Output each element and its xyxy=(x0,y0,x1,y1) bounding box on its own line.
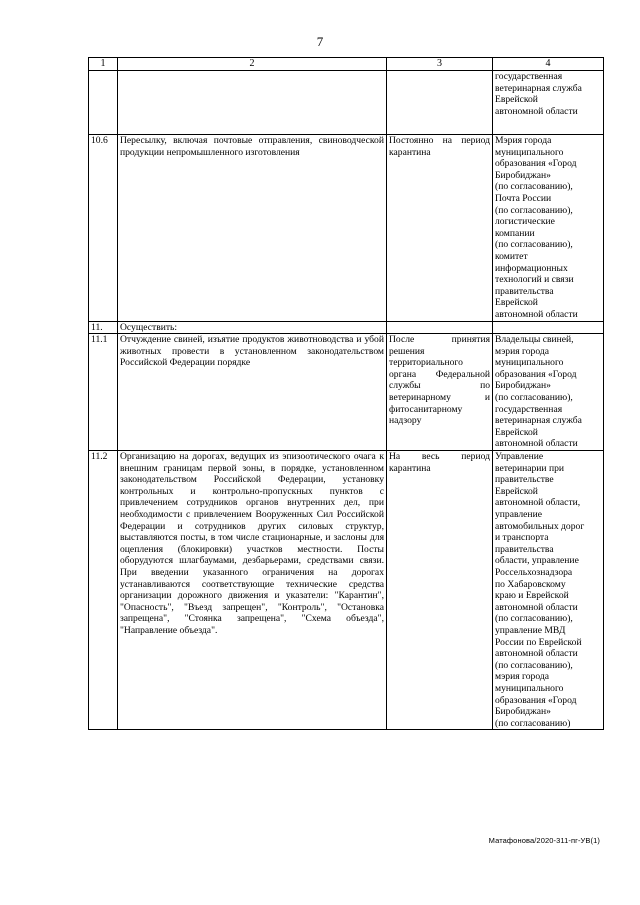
row-action: Пересылку, включая почтовые отправления, свиноводческой продукции непромышленного изготовления xyxy=(118,135,387,322)
responsible-line: (по согласованию), xyxy=(495,239,573,251)
row-action: Организацию на дорогах, ведущих из эпизоотического очага к внешним границам первой зоны, в порядке, установленном законодательством Российской Федерации, установку контрольных и контрольно-пропускных пунктов с привлечением сотрудников органов внутренних дел, при необходимости с привлечением Вооруженных Сил Российской Федерации и сотрудников других силовых структур, выставляются посты, в том числе стационарные, и заслоны для оцепления (блокировки) участков местности. Посты оборудуются шлагбаумами, дезбарьерами, средствами связи. При введении указанного ограничения на дорогах устанавливаются соответствующие технические средства организации дорожного движения и указатели: "Карантин", "Опасность", "Въезд запрещен", "Контроль", "Остановка запрещена", "Стоянка запрещена", "Схема объезда", "Направление объезда". xyxy=(118,451,387,730)
row-number: 11.1 xyxy=(89,334,118,451)
table-row xyxy=(89,321,604,334)
responsible-line: Управление xyxy=(495,451,544,463)
table-row xyxy=(89,71,604,135)
responsible-line: технологий и связи xyxy=(495,274,574,286)
table-row xyxy=(89,451,604,730)
responsible-line: образования «Город xyxy=(495,158,577,170)
table-row xyxy=(89,334,604,451)
responsible-line: автономной области xyxy=(495,438,578,450)
responsible-line: государственная xyxy=(495,71,563,82)
header-col-1: 1 xyxy=(89,58,118,71)
responsible-line: автомобильных дорог xyxy=(495,520,585,532)
row-period xyxy=(387,321,493,334)
row-responsible xyxy=(493,321,604,334)
row-responsible xyxy=(493,334,604,451)
responsible-line: информационных xyxy=(495,262,568,274)
responsible-line: краю и Еврейской xyxy=(495,590,569,602)
responsible-line: Биробиджан» xyxy=(495,380,551,392)
responsible-line: ветеринарии при xyxy=(495,462,565,474)
responsible-line: мэрия города xyxy=(495,671,549,683)
responsible-line: управление xyxy=(495,509,542,520)
document-footer-code: Матафонова/2020-311-пг-УВ(1) xyxy=(488,836,600,845)
measures-table xyxy=(88,57,604,730)
responsible-line: (по согласованию), xyxy=(495,392,573,404)
responsible-line: муниципального xyxy=(495,357,564,369)
responsible-line: Мэрия города xyxy=(495,135,552,146)
responsible-line: автономной области xyxy=(495,648,578,660)
responsible-line: Биробиджан» xyxy=(495,169,551,181)
responsible-line: (по согласованию) xyxy=(495,717,571,729)
row-number: 10.6 xyxy=(89,135,118,322)
responsible-line: автономной области xyxy=(495,601,578,613)
responsible-line: Еврейской xyxy=(495,297,538,309)
table-row xyxy=(89,135,604,322)
responsible-line: Россельхознадзора xyxy=(495,566,573,578)
header-col-3: 3 xyxy=(387,58,493,71)
responsible-line: муниципального xyxy=(495,146,564,158)
responsible-line: автономной области xyxy=(495,105,578,117)
responsible-line: Владельцы свиней, xyxy=(495,334,574,346)
row-number xyxy=(89,71,118,135)
row-responsible xyxy=(493,135,604,322)
responsible-line: образования «Город xyxy=(495,694,577,706)
responsible-line: Почта России xyxy=(495,192,552,204)
row-action xyxy=(118,71,387,135)
responsible-line: компании xyxy=(495,227,535,239)
page-number: 7 xyxy=(316,34,324,49)
row-number: 11.2 xyxy=(89,451,118,730)
responsible-line: (по согласованию), xyxy=(495,659,573,671)
responsible-line: Биробиджан» xyxy=(495,706,551,718)
responsible-line: (по согласованию), xyxy=(495,613,573,625)
responsible-line: образования «Город xyxy=(495,368,577,380)
responsible-line: Еврейской xyxy=(495,426,538,438)
responsible-line: (по согласованию), xyxy=(495,204,573,216)
responsible-line: автономной области, xyxy=(495,497,581,509)
table-header-row xyxy=(89,58,604,71)
header-col-4: 4 xyxy=(493,58,604,71)
responsible-line: логистические xyxy=(495,216,555,228)
responsible-line: Еврейской xyxy=(495,94,538,106)
row-period: Постоянно на период карантина xyxy=(387,135,493,322)
responsible-line: ветеринарная служба xyxy=(495,82,582,94)
responsible-line: области, управление xyxy=(495,555,579,567)
row-action: Отчуждение свиней, изъятие продуктов животноводства и убой животных провести в установленном законодательством Российской Федерации порядке xyxy=(118,334,387,451)
responsible-line: управление МВД xyxy=(495,624,566,636)
row-responsible xyxy=(493,71,604,135)
responsible-line: ветеринарная служба xyxy=(495,415,582,427)
responsible-line: правительства xyxy=(495,285,554,297)
responsible-line: муниципального xyxy=(495,682,564,694)
row-action: Осуществить: xyxy=(118,321,387,334)
responsible-line: государственная xyxy=(495,403,563,415)
responsible-line: и транспорта xyxy=(495,532,549,544)
responsible-line: по Хабаровскому xyxy=(495,578,566,590)
responsible-line: правительства xyxy=(495,543,554,555)
row-number: 11. xyxy=(89,321,118,334)
responsible-line: Еврейской xyxy=(495,485,538,497)
row-period: После принятия решения территориального органа Федеральной службы по ветеринарному и фитосанитарному надзору xyxy=(387,334,493,451)
responsible-line: России по Еврейской xyxy=(495,636,582,648)
responsible-line: комитет xyxy=(495,250,528,262)
row-period xyxy=(387,71,493,135)
responsible-line: правительстве xyxy=(495,474,554,486)
row-responsible xyxy=(493,451,604,730)
responsible-line: мэрия города xyxy=(495,345,549,357)
responsible-line: автономной области xyxy=(495,308,578,320)
row-period: На весь период карантина xyxy=(387,451,493,730)
responsible-line: (по согласованию), xyxy=(495,181,573,193)
header-col-2: 2 xyxy=(118,58,387,71)
